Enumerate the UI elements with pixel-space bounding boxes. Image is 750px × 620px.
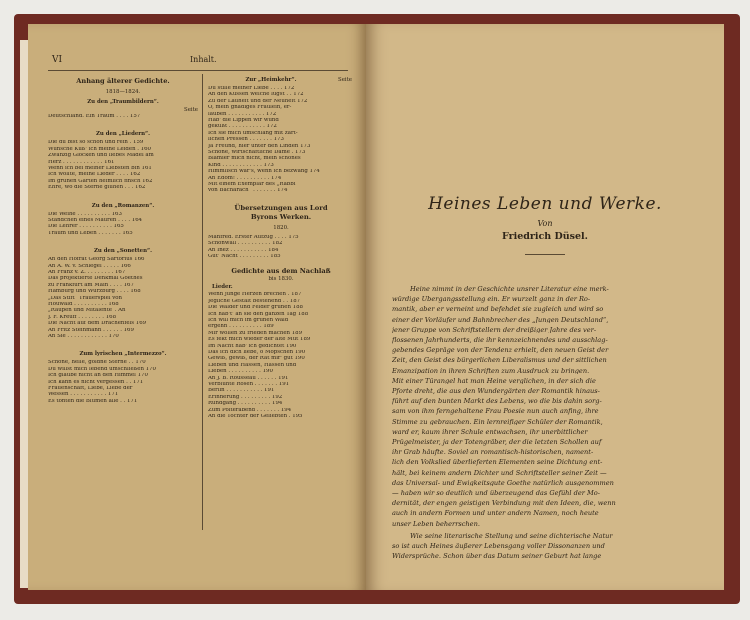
body-line: lich den Volkslied überlieferten Elementen seine Dichtung ent- [392, 459, 603, 466]
left-page [28, 24, 366, 590]
toc-entry: Frauenschaft, Liebe, Liebe der [48, 386, 133, 391]
body-line: einer der Vorläufer und Bahnbrecher des „Jungen Deutschland“, [392, 316, 609, 324]
body-line: Widersprüche. Schon über das Datum seiner Geburt hat lange [392, 553, 602, 560]
toc-heading: Zu den „Traumbildern“. [87, 99, 159, 105]
toc-entry: Ich glaube nicht an den Himmel 170 [48, 373, 148, 379]
toc-entry: Kind . . . . . . . . . . . . 173 [208, 162, 274, 168]
body-line: — haben wir so deutlich und überzeugend das Gefühl der Mo- [392, 490, 600, 497]
toc-entry: Ja Freund, hier unter den Linden 173 [208, 143, 311, 149]
toc-entry: Zwanzig Glocken und liebes Mädel am [48, 153, 154, 159]
toc-entry: Es fekt mich wieder der alte Mut 189 [208, 337, 311, 343]
body-line: ihr Grab häufte. Soviel an romantisch-historischen, nament- [392, 449, 594, 456]
toc-entry: An Franz v. Z. . . . . . . . . 167 [48, 270, 126, 275]
toc-entry: O, mein gnädiges Fräulein, er- [208, 105, 292, 111]
body-line: mantik, aber er verneint und befehdet sie zugleich und wird so [392, 306, 604, 313]
toc-entry: Hab' die Lippen wir wund [208, 118, 279, 123]
toc-entry: Gewiß, gewiß, der Rat mir' gut 190 [208, 356, 305, 362]
body-line: Pforte dreht, die aus den Wundergärten der Romantik hinaus- [392, 388, 600, 395]
toc-heading: Zum lyrischen „Intermezzo“. [79, 351, 167, 358]
body-line: auch in andern Formen und unter andern Namen, noch heute [392, 510, 599, 517]
body-line: jener Gruppe von Schriftstellern der dreißiger Jahre des ver- [392, 326, 597, 334]
body-line: hält, bei keinem andern Dichter und Schriftsteller seiner Zeit — [392, 469, 607, 477]
toc-entry: lichen Pressen . . . . . . . 173 [208, 137, 284, 143]
toc-entry: An A. W. v. Schlegel . . . . . 166 [48, 263, 131, 269]
toc-heading: Zur „Heimkehr“. [245, 77, 297, 83]
toc-entry: Jegliche Gestalt bestehend . . 187 [208, 298, 301, 304]
body-line: Wie seine literarische Stellung und seine dichterische Natur [410, 532, 613, 540]
toc-entry: An Sie . . . . . . . . . . . . 170 [48, 334, 119, 339]
toc-entry: Lieben und Hassen, Hassen und [208, 362, 297, 368]
toc-entry: An Edom! . . . . . . . . . . 174 [208, 175, 282, 181]
toc-entry: Im grünen Garten heimlich finsch 162 [48, 178, 153, 184]
body-line: Zeit, den Geist des bürgerlichen Liberalismus und der sittlichen [392, 357, 607, 364]
body-line: Stimme zu gebrauchen. Ein lernreifiger Schüler der Romantik, [392, 418, 603, 426]
toc-entry: Ständchen eines Mauren . . . . 164 [48, 218, 143, 223]
toc-heading: Übersetzungen aus Lord [234, 203, 328, 212]
toc-entry: Es tönten die Blumen alle . . 171 [48, 398, 138, 404]
toc-entry: Zum Polterabend . . . . . . . 194 [208, 407, 292, 413]
toc-entry: An den Hofrat Georg Sartorius 166 [48, 257, 145, 263]
toc-entry: Wünsche Kuß' ich meine Leiden . 160 [48, 146, 151, 152]
column-rule [202, 74, 203, 530]
body-line: das Universal- und Ewigkeitsgute Goethe natürlich ausgenommen [392, 479, 614, 487]
toc-subheading: Lieder. [212, 284, 233, 291]
toc-entry: „Das Stift“ Trauerspiel von [48, 295, 122, 301]
title-rule [525, 254, 565, 255]
toc-entry: Das projektierte Denkmal Goethes [48, 276, 143, 282]
toc-entry: An J. B. Rousseau . . . . . . 191 [208, 375, 289, 381]
toc-entry: Berlin . . . . . . . . . . . 191 [208, 388, 275, 394]
toc-entry: Die Weihe . . . . . . . . . . 163 [48, 211, 122, 217]
toc-entry: An die Tochter der Geliebten . 195 [208, 414, 303, 419]
toc-entry: Deutschland. Ein Traum . . . . 157 [48, 114, 141, 119]
toc-entry: Ich wollte, meine Lieder . . . . 162 [48, 172, 141, 178]
toc-heading: Byrons Werken. [250, 212, 312, 221]
toc-entry: Ich hab't' an sie den ganzen Tag 188 [208, 311, 309, 317]
toc-entry: „Raupen und Mitalente“. An [48, 308, 126, 314]
body-line: Prügelmeister, ja der Totengräber, der die letzten Schollen auf [392, 439, 602, 446]
toc-entry: Die du bist so schön und rein . 159 [48, 140, 144, 146]
toc-entry: Schöne, wirtschaftliche Dame . 173 [208, 150, 306, 155]
toc-entry: Rundgang . . . . . . . . . . 194 [208, 401, 283, 407]
author-name: Friedrich Düsel. [502, 231, 588, 242]
chapter-title: Heines Leben und Werke. [428, 194, 662, 214]
body-line: Emanzipation in ihren Schriften zum Ausdruck zu bringen. [392, 367, 590, 375]
toc-entry: Wenn ich bei meiner Liebsten bin 161 [48, 166, 152, 171]
seite-label: Seite [338, 77, 352, 83]
body-line: Mit einer Türangel hat man Heine verglichen, in der sich die [392, 377, 596, 385]
toc-entry: Herz . . . . . . . . . . . . 161 [48, 159, 115, 165]
toc-entry: Du stille meiner Liebe . . . . 172 [208, 86, 295, 91]
toc-entry: Die Nacht auf dem Drachenfels 169 [48, 321, 147, 327]
toc-entry: Schöne, helle, goldne Sterne . . 170 [48, 360, 146, 366]
toc-entry: lauben . . . . . . . . . . . 172 [208, 111, 277, 117]
toc-entry: An den Küssen welche lügst . . 172 [208, 92, 304, 98]
head-rule [48, 70, 348, 71]
toc-entry: J. F. Kreuff . . . . . . . . 168 [48, 314, 117, 320]
toc-entry: Zu der Lauheit und der Neuheit 172 [208, 98, 308, 104]
toc-entry: Manfred. Erster Aufzug . . . . 175 [208, 234, 299, 240]
toc-entry: Ich sie mich umschlang mit zärt- [208, 130, 298, 136]
toc-entry: geküßt . . . . . . . . . . . 172 [208, 124, 277, 130]
body-line: flossenen Jahrhunderts, die ihr kennzeichnendes und ausschlag- [392, 337, 608, 344]
toc-entry: Schönwall . . . . . . . . . . 182 [208, 241, 283, 247]
body-line: führt auf den bunten Markt des Lebens, wo die bis dahin sorg- [392, 398, 602, 405]
section-years: 1818—1824. [105, 89, 141, 95]
toc-heading: Zu den „Romanzen“. [91, 202, 155, 209]
body-line: gebendes Gepräge von der Tendenz erhielt, den neuen Geist der [392, 347, 609, 354]
toc-heading: Zu den „Sonetten“. [94, 248, 152, 255]
toc-entry: Traum und Leben . . . . . . . 165 [48, 230, 133, 236]
toc-entry: Houwald . . . . . . . . . . 168 [48, 302, 119, 307]
toc-heading: Zu den „Liedern“. [95, 131, 151, 138]
body-line: sam von ihm ferngehaltene Frau Poesie nun auch anfing, ihre [392, 408, 599, 415]
toc-entry: von Bacharach“ . . . . . . . 174 [208, 188, 288, 194]
body-line: dernität, der engen geistigen Verbindung mit den Ideen, die, wenn [392, 500, 616, 507]
toc-entry: Verblühte Rosen . . . . . . . 191 [208, 382, 290, 387]
toc-entry: Wenn junge Herzen brechen . 187 [208, 292, 302, 298]
seite-label: Seite [184, 107, 198, 113]
body-line: ward er, kaum ihrer Schule entwachsen, ihr unerbittlicher [392, 428, 588, 436]
section-years: 1820. [273, 224, 289, 231]
section-years: bis 1830. [268, 276, 294, 283]
toc-entry: An Inez . . . . . . . . . . . 184 [208, 247, 279, 253]
toc-entry: Die Wälder und Felder grünen 188 [208, 305, 303, 311]
toc-entry: Gut' Nacht . . . . . . . . . 185 [208, 254, 281, 259]
page-number: VI [52, 55, 63, 65]
body-line: Heine nimmt in der Geschichte unsrer Literatur eine merk- [410, 286, 609, 293]
toc-entry: Du willst mich lebend umschließen 170 [48, 366, 156, 372]
toc-entry: Wessen . . . . . . . . . . . 171 [48, 392, 119, 398]
von-label: Von [537, 219, 553, 228]
toc-heading: Gedichte aus dem Nachlaß [231, 267, 331, 276]
toc-entry: Hamburg und Würzburg . . . . 168 [48, 289, 141, 295]
section-title: Anhang älterer Gedichte. [76, 77, 170, 85]
body-line: so ist auch Heines äußerer Lebensgang voller Dissonanzen und [392, 543, 605, 550]
toc-entry: Erinnerung . . . . . . . . . 192 [208, 394, 283, 400]
toc-entry: zu Frankfurt am Main . . . . 167 [48, 282, 134, 288]
toc-entry: Ich kann es nicht vergessen . . 171 [48, 379, 144, 385]
toc-entry: Mit einem Exemplar des „Rabbi [208, 182, 296, 187]
toc-entry: Lieben . . . . . . . . . . 190 [208, 369, 273, 375]
right-page [366, 24, 724, 590]
body-line: unser Leben beherrschen. [392, 520, 480, 528]
toc-entry: An Fritz Steinmann . . . . . . 169 [48, 327, 134, 333]
toc-entry: Blamier mich nicht, mein schönes [208, 156, 301, 162]
toc-entry: Ich will mich im grünen Wald [208, 318, 289, 323]
toc-entry: Ehre, wo die Sterne glühen . . . 162 [48, 185, 146, 191]
toc-entry: Himmlisch war's, wenn ich bezwang 174 [208, 169, 320, 175]
running-head: Inhalt. [190, 55, 217, 64]
toc-entry: Das ich dich liebe, o Möpschen 190 [208, 350, 306, 355]
toc-entry: Mir wollen zu frieden machen 189 [208, 330, 303, 336]
body-line: würdige Übergangsstellung ein. Er wurzelt ganz in der Ro- [392, 296, 591, 303]
toc-entry: ergehn . . . . . . . . . . 189 [208, 324, 274, 330]
toc-entry: Im Nacht hab' ich gedichtet 190 [208, 343, 297, 349]
toc-entry: Die Lehrer . . . . . . . . . . 165 [48, 224, 124, 230]
